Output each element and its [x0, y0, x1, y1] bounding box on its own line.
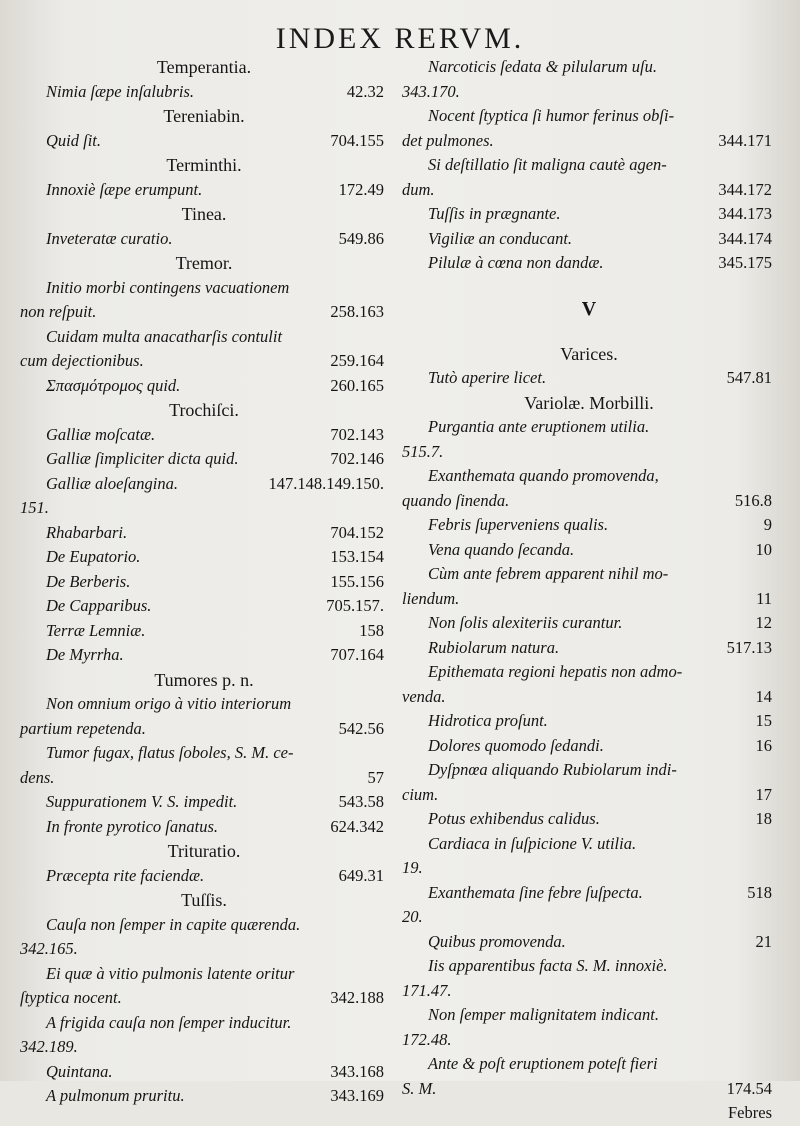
entry-text: Galliæ ſimpliciter dicta quid. — [46, 449, 239, 468]
right-column — [402, 55, 776, 1126]
index-entry — [20, 472, 388, 497]
entry-text: Galliæ aloeſangina. — [46, 473, 178, 493]
page-reference: 12 — [755, 613, 772, 632]
entry-text: Nocent ſtyptica ſi humor ferinus obſi- — [428, 106, 675, 125]
entry-text: Suppurationem V. S. impedit. — [46, 792, 238, 811]
entry-text: Terræ Lemniæ. — [46, 620, 146, 640]
index-entry — [20, 276, 388, 301]
entry-text: De Myrrha. — [46, 645, 124, 664]
entry-text: Galliæ moſcatæ. — [46, 424, 156, 444]
section-letter: V — [581, 297, 597, 320]
page-reference: 259.164 — [330, 351, 384, 370]
index-heading: Temperantia. — [156, 57, 252, 77]
index-entry — [20, 790, 388, 815]
page-reference: 516.8 — [734, 490, 772, 510]
entry-text: Quid ſit. — [46, 130, 102, 150]
index-entry — [20, 374, 388, 399]
page-reference: 345.175 — [718, 253, 772, 272]
entry-text: Exanthemata quando promovenda, — [428, 466, 659, 485]
page-reference: 705.157. — [326, 596, 384, 615]
entry-text: Initio morbi contingens vacuationem — [46, 277, 290, 297]
entry-text: De Berberis. — [46, 571, 131, 591]
page-reference: 18 — [755, 809, 772, 828]
entry-text: Ei quæ à vitio pulmonis latente oritur — [46, 963, 295, 983]
entry-text: Tumor fugax, flatus ſoboles, S. M. ce- — [46, 743, 294, 762]
entry-text: non reſpuit. — [20, 302, 97, 321]
index-entry — [20, 717, 388, 742]
index-entry — [402, 464, 776, 489]
entry-text: dens. — [20, 767, 55, 787]
entry-text: A pulmonum pruritu. — [46, 1086, 185, 1105]
index-heading: Varices. — [560, 343, 618, 364]
index-entry — [402, 660, 776, 685]
entry-text: Cùm ante febrem apparent nihil mo- — [428, 564, 669, 583]
index-heading: Tremor. — [175, 253, 233, 273]
index-entry — [20, 962, 388, 987]
entry-text: In fronte pyrotico ſanatus. — [46, 816, 219, 836]
entry-text: A frigida cauſa non ſemper inducitur. — [46, 1012, 292, 1032]
page-title: INDEX RERVM. — [275, 22, 525, 55]
index-entry — [20, 545, 388, 570]
entry-text: liendum. — [402, 588, 460, 608]
entry-text: 151. — [20, 498, 49, 517]
index-entry — [20, 496, 388, 521]
entry-text: dum. — [402, 179, 435, 199]
entry-text: Non omnium origo à vitio interiorum — [46, 694, 292, 713]
entry-text: Tuſſis in prægnante. — [428, 204, 561, 223]
page-reference: 344.171 — [718, 130, 772, 150]
index-entry — [20, 80, 388, 105]
index-entry — [402, 1052, 776, 1077]
entry-text: Cardiaca in ſuſpicione V. utilia. — [428, 833, 637, 853]
index-entry — [20, 692, 388, 717]
index-entry — [402, 611, 776, 636]
entry-text: Rhabarbari. — [46, 522, 128, 542]
page-reference: 649.31 — [338, 865, 384, 885]
index-entry — [402, 538, 776, 563]
index-entry — [20, 570, 388, 595]
entry-text: 19. — [402, 858, 423, 877]
page-reference: 343.169 — [330, 1086, 384, 1105]
page-reference: 549.86 — [338, 228, 384, 248]
index-entry — [20, 325, 388, 350]
index-heading: Terminthi. — [166, 155, 242, 175]
index-entry — [402, 734, 776, 759]
entry-text: Præcepta rite faciendæ. — [46, 865, 205, 885]
entry-text: cum dejectionibus. — [20, 351, 144, 370]
entry-text: 342.189. — [20, 1037, 78, 1056]
entry-text: Non ſemper malignitatem indicant. — [428, 1005, 659, 1024]
index-entry — [402, 178, 776, 203]
entry-text: 343.170. — [402, 81, 460, 101]
index-entry — [20, 913, 388, 938]
page-reference: 542.56 — [338, 718, 384, 738]
entry-text: det pulmones. — [402, 130, 494, 150]
page-reference: 342.188 — [330, 988, 384, 1007]
index-entry — [402, 1003, 776, 1028]
index-entry — [402, 489, 776, 514]
entry-text: 172.48. — [402, 1029, 452, 1049]
index-heading: Variolæ. Morbilli. — [524, 392, 654, 413]
index-entry — [402, 227, 776, 252]
page-reference: 543.58 — [338, 792, 384, 811]
entry-text: Quintana. — [46, 1061, 113, 1081]
entry-text: Rubiolarum natura. — [428, 637, 560, 657]
index-entry — [20, 864, 388, 889]
index-entry — [20, 815, 388, 840]
catchword — [402, 1101, 776, 1126]
index-entry — [402, 881, 776, 906]
page-reference: Febres — [728, 1103, 772, 1122]
index-entry — [402, 1077, 776, 1102]
entry-text: Non ſolis alexiteriis curantur. — [428, 613, 623, 632]
entry-text: Σπασμότρομος quid. — [46, 375, 181, 395]
page-reference: 153.154 — [330, 547, 384, 566]
entry-text: Vena quando ſecanda. — [428, 539, 575, 559]
page-reference: 147.148.149.150. — [268, 473, 384, 493]
spacer — [402, 324, 776, 342]
entry-text: 171.47. — [402, 980, 452, 1000]
entry-text: Tutò aperire licet. — [428, 368, 547, 387]
index-entry — [20, 178, 388, 203]
index-entry — [20, 986, 388, 1011]
entry-text: Quibus promovenda. — [428, 931, 566, 951]
page-reference: 57 — [367, 767, 384, 787]
index-entry — [402, 758, 776, 783]
index-heading: Trochiſci. — [169, 400, 239, 420]
page-reference: 158 — [359, 620, 384, 640]
entry-text: De Eupatorio. — [46, 547, 141, 566]
index-entry — [402, 807, 776, 832]
page-reference: 547.81 — [726, 368, 772, 387]
entry-text: Dyſpnœa aliquando Rubiolarum indi- — [428, 760, 677, 779]
page-reference: 344.174 — [718, 228, 772, 248]
page-reference: 172.49 — [338, 179, 384, 199]
page-reference: 11 — [756, 588, 772, 608]
page-reference: 16 — [755, 735, 772, 755]
index-entry — [402, 562, 776, 587]
index-entry — [402, 979, 776, 1004]
index-heading: Tumores p. n. — [154, 669, 254, 690]
index-entry — [20, 766, 388, 791]
entry-text: Hidrotica proſunt. — [428, 711, 548, 730]
index-entry — [20, 594, 388, 619]
page-reference: 702.143 — [330, 424, 384, 444]
entry-text: Nimia ſæpe inſalubris. — [46, 81, 195, 101]
page-reference: 15 — [755, 711, 772, 730]
entry-text: Innoxiè ſæpe erumpunt. — [46, 179, 203, 199]
page-reference: 17 — [755, 784, 772, 804]
entry-text: Vigiliæ an conducant. — [428, 228, 573, 248]
page-reference: 344.173 — [718, 204, 772, 223]
index-entry — [402, 930, 776, 955]
page-reference: 704.155 — [330, 130, 384, 150]
index-entry — [20, 300, 388, 325]
index-entry — [402, 129, 776, 154]
entry-text: Ante & poſt eruptionem poteſt fieri — [428, 1054, 658, 1073]
entry-text: De Capparibus. — [46, 596, 152, 615]
entry-text: Inveteratæ curatio. — [46, 228, 173, 248]
page-reference: 343.168 — [330, 1061, 384, 1081]
entry-text: cium. — [402, 784, 439, 804]
index-entry — [402, 905, 776, 930]
index-entry — [402, 55, 776, 80]
index-entry — [20, 129, 388, 154]
index-entry — [402, 587, 776, 612]
page-reference: 518 — [747, 882, 772, 902]
index-heading: Tuſſis. — [181, 890, 227, 910]
entry-text: S. M. — [402, 1078, 437, 1098]
index-entry — [402, 783, 776, 808]
index-entry — [20, 1084, 388, 1109]
page-reference: 174.54 — [726, 1078, 772, 1098]
entry-text: 515.7. — [402, 441, 444, 461]
index-entry — [402, 153, 776, 178]
page-reference: 704.152 — [330, 522, 384, 542]
index-entry — [20, 1035, 388, 1060]
index-entry — [402, 954, 776, 979]
page-reference: 258.163 — [330, 302, 384, 321]
index-entry — [20, 937, 388, 962]
entry-text: venda. — [402, 686, 446, 706]
entry-text: Dolores quomodo ſedandi. — [428, 735, 604, 755]
index-entry — [402, 366, 776, 391]
entry-text: Iis apparentibus facta S. M. innoxiè. — [428, 956, 668, 975]
index-entry — [402, 80, 776, 105]
index-entry — [402, 104, 776, 129]
index-entry — [402, 202, 776, 227]
entry-text: Pilulæ à cœna non dandæ. — [428, 253, 604, 272]
index-entry — [20, 227, 388, 252]
left-column — [20, 55, 388, 1109]
index-entry — [20, 1060, 388, 1085]
entry-text: Febris ſuperveniens qualis. — [428, 515, 609, 534]
index-entry — [20, 741, 388, 766]
index-entry — [20, 643, 388, 668]
page-reference: 344.172 — [718, 179, 772, 199]
entry-text: Epithemata regioni hepatis non admo- — [428, 662, 683, 681]
entry-text: quando ſinenda. — [402, 490, 510, 510]
page-reference: 10 — [755, 539, 772, 559]
index-entry — [402, 709, 776, 734]
entry-text: Cuidam multa anacatharſis contulit — [46, 326, 283, 346]
index-entry — [20, 349, 388, 374]
page-reference: 517.13 — [726, 637, 772, 657]
page-reference: 21 — [755, 931, 772, 951]
page-reference: 14 — [755, 686, 772, 706]
entry-text: Narcoticis ſedata & pilularum uſu. — [428, 57, 658, 76]
index-entry — [402, 685, 776, 710]
page-reference: 260.165 — [330, 375, 384, 395]
index-entry — [20, 423, 388, 448]
entry-text: 342.165. — [20, 939, 78, 958]
page-reference: 702.146 — [330, 449, 384, 468]
index-heading: Tinea. — [181, 204, 227, 224]
spacer — [402, 276, 776, 294]
entry-text: partium repetenda. — [20, 718, 146, 738]
entry-text: Purgantia ante eruptionem utilia. — [428, 417, 650, 436]
page-reference: 42.32 — [346, 81, 384, 101]
index-entry — [20, 447, 388, 472]
index-entry — [402, 440, 776, 465]
index-entry — [20, 1011, 388, 1036]
index-entry — [402, 415, 776, 440]
entry-text: 20. — [402, 907, 423, 926]
entry-text: Exanthemata ſine febre ſuſpecta. — [428, 882, 643, 902]
index-entry — [402, 832, 776, 857]
entry-text: Cauſa non ſemper in capite quærenda. — [46, 914, 301, 934]
entry-text: Potus exhibendus calidus. — [428, 809, 600, 828]
entry-text: Si deſtillatio ſit maligna cautè agen- — [428, 155, 667, 174]
index-entry — [20, 521, 388, 546]
entry-text: ſtyptica nocent. — [20, 988, 122, 1007]
page-reference: 9 — [763, 515, 772, 534]
index-entry — [402, 1028, 776, 1053]
index-entry — [402, 636, 776, 661]
page-reference: 624.342 — [330, 816, 384, 836]
index-entry — [402, 251, 776, 276]
index-entry — [20, 619, 388, 644]
page-reference: 707.164 — [330, 645, 384, 664]
page-reference: 155.156 — [330, 571, 384, 591]
index-heading: Tereniabin. — [163, 106, 245, 126]
index-entry — [402, 513, 776, 538]
index-entry — [402, 856, 776, 881]
index-heading: Trituratio. — [167, 841, 241, 861]
